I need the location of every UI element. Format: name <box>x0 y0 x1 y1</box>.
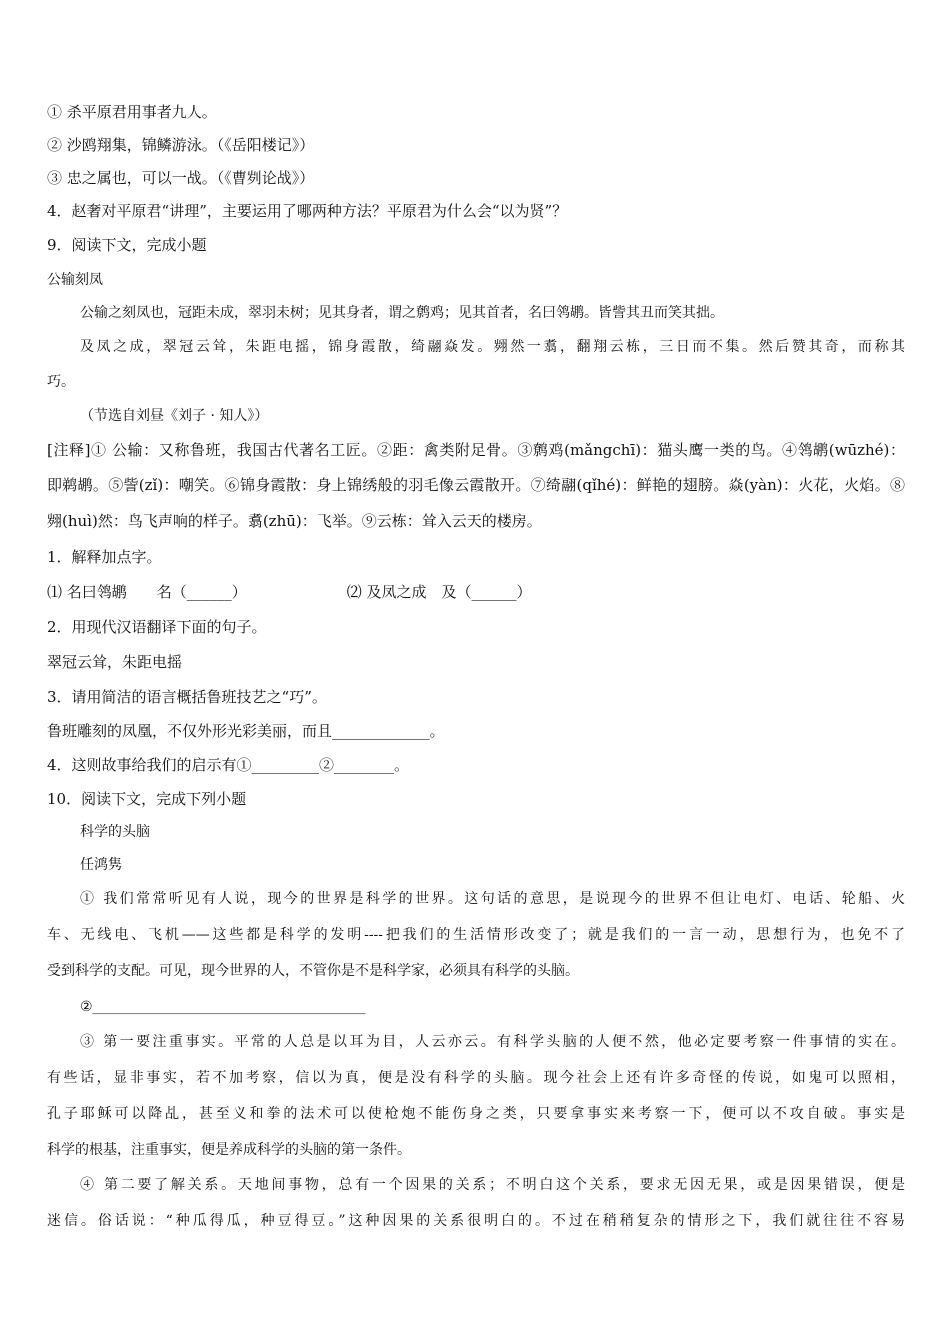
passage-title: 公输刻凤 <box>47 272 103 288</box>
article-title: 科学的头脑 <box>80 824 150 840</box>
blank-item-1: ⑴ 名曰鸰鹕 名（______） <box>47 583 247 601</box>
sentence-3: ③ 忠之属也，可以一战。（《曹刿论战》） <box>47 169 315 187</box>
question-8-4: 4．赵奢对平原君“讲理”，主要运用了哪两种方法？平原君为什么会“以为贤”？ <box>47 202 568 220</box>
question-9-3: 3．请用简洁的语言概括鲁班技艺之“巧”。 <box>47 688 327 706</box>
article-paragraph-3-end: 科学的根基，注重事实，便是养成科学的头脑的第一条件。 <box>47 1142 411 1158</box>
article-paragraph-1: ① 我们常常听见有人说，现今的世界是科学的世界。这句话的意思，是说现今的世界不但让电灯、电话、轮船、火 <box>80 891 905 907</box>
question-9-1: 1．解释加点字。 <box>47 548 162 566</box>
passage-paragraph-2-cont: 巧。 <box>47 374 75 390</box>
passage-source: （节选自刘昼《刘子 · 知人》） <box>80 408 269 424</box>
passage-paragraph-1: 公输之刻凤也，冠距未成，翠羽未树；见其身者，谓之鹩鸡；见其首者，名曰鸰鹕。皆訾其丑而笑其拙。 <box>80 305 724 321</box>
article-paragraph-1-end: 受到科学的支配。可见，现今世界的人，不管你是不是科学家，必须具有科学的头脑。 <box>47 963 579 979</box>
article-paragraph-2-blank: ②_______________________________________ <box>80 999 366 1015</box>
blank-item-2: ⑵ 及凤之成 及（______） <box>346 583 532 601</box>
article-paragraph-4-cont: 迷信。俗话说：“种瓜得瓜，种豆得豆。”这种因果的关系很明白的。不过在稍稍复杂的情形之下，我们就往往不容易 <box>47 1213 905 1229</box>
question-9-1-items <box>47 575 905 609</box>
question-9-3-answer: 鲁班雕刻的凤凰，不仅外形光彩美丽，而且_____________。 <box>47 722 445 740</box>
article-paragraph-3: ③ 第一要注重事实。平常的人总是以耳为目，人云亦云。有科学头脑的人便不然，他必定要考察一件事情的实在。 <box>80 1034 905 1050</box>
annotation-line-1: [注释]① 公输：又称鲁班，我国古代著名工匠。②距：禽类附足骨。③鹩鸡(mǎngchī)：猫头鹰一类的鸟。④鸰鹕(wūzhé)： <box>47 441 905 459</box>
sentence-2: ② 沙鸥翔集，锦鳞游泳。（《岳阳楼记》） <box>47 136 315 154</box>
question-9-4: 4．这则故事给我们的启示有①_________②________。 <box>47 756 410 774</box>
question-10-heading: 10．阅读下文，完成下列小题 <box>47 790 247 808</box>
translation-sentence: 翠冠云耸，朱距电摇 <box>47 653 183 671</box>
article-paragraph-4: ④ 第二要了解关系。天地间事物，总有一个因果的关系；不明白这个关系，要求无因无果，或是因果错误，便是 <box>80 1177 905 1193</box>
article-author: 任鸿隽 <box>80 857 122 873</box>
annotation-line-3: 翙(huì)然：鸟飞声响的样子。翥(zhū)：飞举。⑨云栋：耸入云天的楼房。 <box>47 512 542 530</box>
annotation-line-2: 即鹈鹕。⑤訾(zǐ)：嘲笑。⑥锦身霞散：身上锦绣般的羽毛像云霞散开。⑦绮翮(qǐhé)：鲜艳的翅膀。焱(yàn)：火花，火焰。⑧ <box>47 476 905 494</box>
article-paragraph-1-cont: 车、无线电、飞机——这些都是科学的发明----把我们的生活情形改变了；就是我们的一言一动，思想行为，也免不了 <box>47 927 905 943</box>
question-9-2: 2．用现代汉语翻译下面的句子。 <box>47 618 267 636</box>
passage-paragraph-2: 及凤之成，翠冠云耸，朱距电摇，锦身霞散，绮翮焱发。翙然一翥，翻翔云栋，三日而不集。然后赞其奇，而称其 <box>80 339 905 355</box>
question-9-heading: 9．阅读下文，完成小题 <box>47 236 207 254</box>
article-paragraph-3-cont-1: 有些话，显非事实，若不加考察，信以为真，便是没有科学的头脑。现今社会上还有许多奇怪的传说，如鬼可以照相， <box>47 1070 905 1086</box>
sentence-1: ① 杀平原君用事者九人。 <box>47 103 217 121</box>
article-paragraph-3-cont-2: 孔子耶稣可以降乩，甚至义和拳的法术可以使枪炮不能伤身之类，只要拿事实来考察一下，便可以不攻自破。事实是 <box>47 1106 905 1122</box>
